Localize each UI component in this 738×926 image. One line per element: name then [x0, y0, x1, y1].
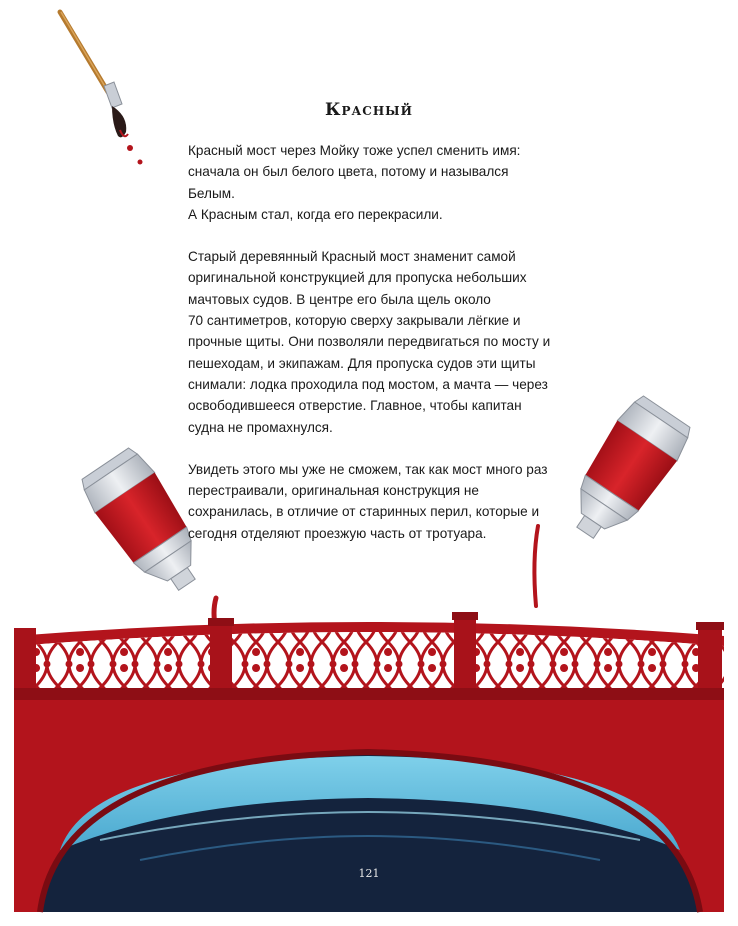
paragraph: Красный мост через Мойку тоже успел сменить имя: сначала он был белого цвета, потому и назывался Белым. А Красным стал, когда его перекрасили. — [188, 143, 521, 222]
paragraph: Увидеть этого мы уже не сможем, так как мост много раз перестраивали, оригинальная конструкция не сохранилась, в отличие от старинных перил, которые и сегодня отделяют проезжую часть от тротуара. — [188, 461, 548, 541]
body-text — [188, 140, 558, 565]
paragraph: Старый деревянный Красный мост знаменит самой оригинальной конструкцией для пропуска небольших мачтовых судов. В центре его была щель около 70 сантиметров, которую сверху закрывали лёгкие и прочные щиты. Они позволяли передвигаться по мосту и пешеходам, и экипажам. Для пропуска судов эти щиты снимали: лодка проходила под мостом, а мачта — через освободившееся отверстие. Главное, чтобы капитан судна не промахнулся. — [188, 249, 551, 435]
paint-tube-icon — [555, 392, 696, 553]
paintbrush-icon — [60, 12, 143, 165]
page-title: Красный — [325, 100, 413, 120]
page-number: 121 — [358, 867, 380, 880]
